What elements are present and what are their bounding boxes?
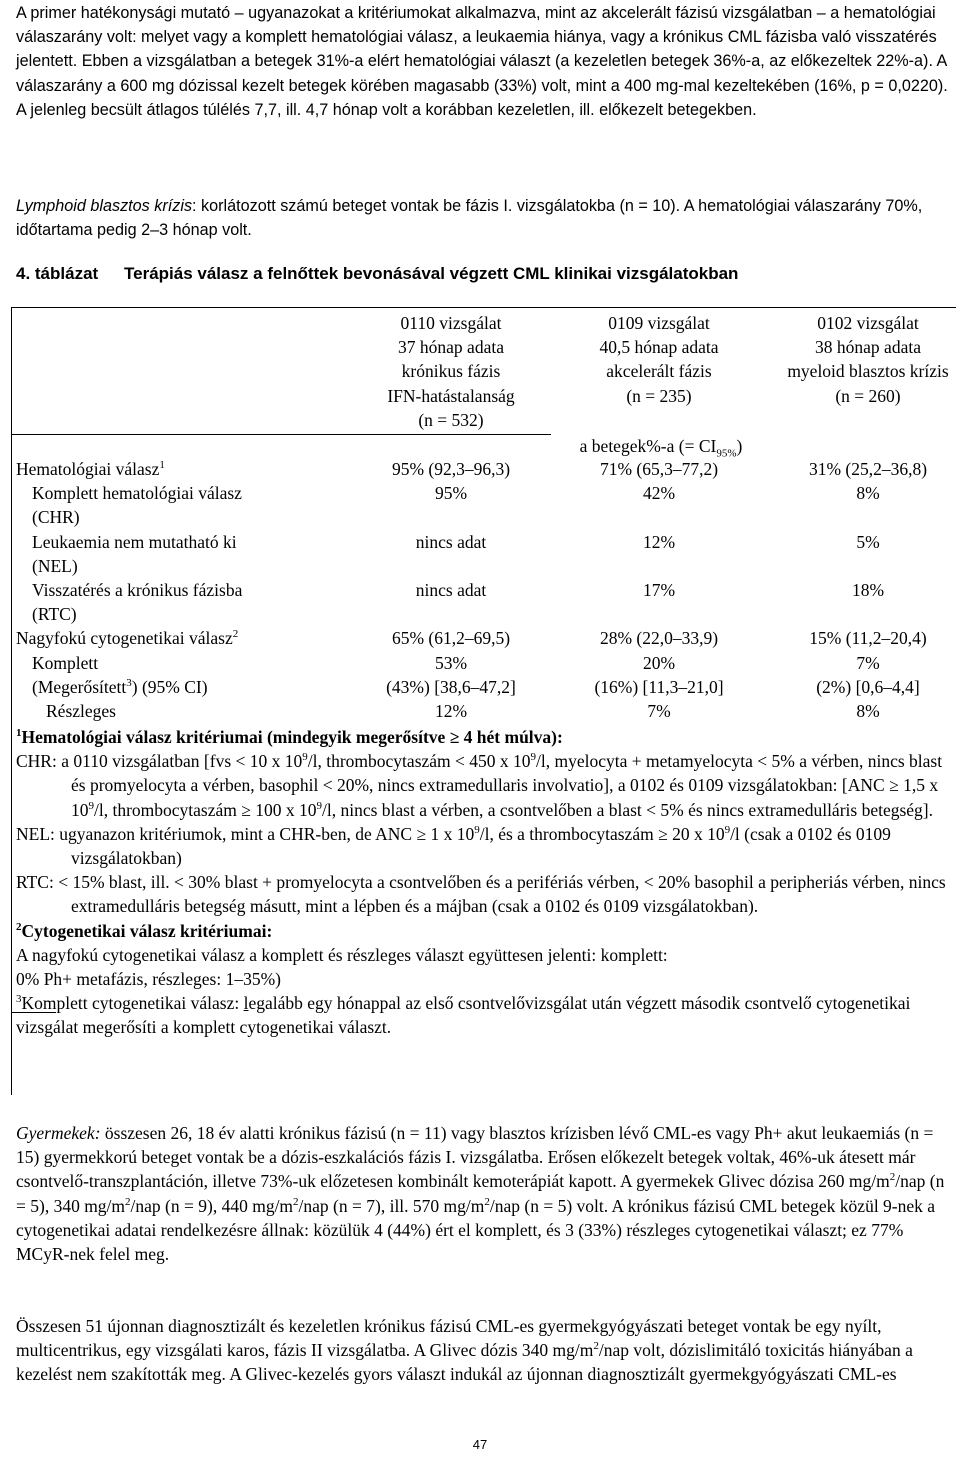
new-cml-paragraph: Összesen 51 újonnan diagnosztizált és kezeletlen krónikus fázisú CML-es gyermekgyógyászati beteget vontak be egy nyílt, multicentrikus, egy vizsgálati karos, fázis II vizsgálatba. A Glivec dózis 340 $mg/m^2$/nap volt, dózislimitáló toxicitás hiányában a kezelést nem szakították meg. A Glivec-kezelés gyors választ indukál az újonnan diagnosztizált gyermekgyógyászati CML-es: [16, 1316, 913, 1385]
header-study-0110: 0110 vizsgálat 37 hónap adata krónikus fázis IFN-hatástalanság (n = 532): [387, 313, 515, 430]
row-label-hematologic: Hematológiai válasz$^1$: [16, 459, 165, 479]
lymphoid-crisis-label: Lymphoid blasztos krízis: [16, 197, 193, 215]
header-study-0102: 0102 vizsgálat 38 hónap adata myeloid blasztos krízis (n = 260): [787, 313, 949, 406]
values-0102: 31% (25,2–36,8) 8% 5% 18% 15% (11,2–20,4) 7% (2%) [0,6–4,4] 8%: [808, 459, 928, 722]
row-label-rtc: Visszatérés a krónikus fázisba (RTC): [32, 580, 243, 625]
table-left-border: [11, 307, 12, 1095]
row-label-cytogenetic: Nagyfokú cytogenetikai válasz$^2$: [16, 628, 239, 649]
children-paragraph: Gyermekek: összesen 26, 18 év alatti krónikus fázisú (n = 11) vagy blasztos krízisben lévő CML-es vagy Ph+ akut leukaemiás (n = 15) gyermekkorú beteget vontak be a dózis-eszkalációs fázis I. vizsgálatba. Erősen előkezelt betegek voltak, 46%-uk átesett már csontvelő-transzplantáción, illetve 73%-uk előzetesen kombinált kemoterápiát kapott. A gyermekek Glivec dózisa 260 $mg/m^2$/nap (n = 5), 340 $mg/m^2$/nap (n = 9), 440 $mg/m^2$/nap (n = 7), ill. 570 $mg/m^2$/nap (n = 5) volt. A krónikus fázisú CML betegek közül 9-nek a cytogenetikai adatai rendelkezésre állnak: közülük 4 (44%) ért el komplett, és 3 (33%) részleges cytogenetikai választ; ez 77% MCyR-nek felel meg.: [16, 1123, 945, 1265]
row-label-partial: Részleges: [46, 701, 116, 722]
table-header-rule: [11, 434, 551, 435]
table-footnotes: [16, 725, 956, 1040]
footnote-2-line-2: 0% Ph+ metafázis, részleges: 1–35%): [16, 969, 281, 990]
table-caption: [16, 262, 956, 286]
footnote-1-title: $^1$Hematológiai válasz kritériumai (mindegyik megerősítve ≥ 4 hét múlva):: [16, 727, 563, 747]
footnote-rtc: RTC: < 15% blast, ill. < 30% blast + promyelocyta a csontvelőben és a perifériás vérben, < 20% basophil a peripheriás vérben, nincs extramedulláris betegség másutt, mint a lépben és a májban (csak a 0102 és 0109 vizsgálatokban).: [16, 872, 946, 917]
row-label-confirmed: (Megerősített$^3$) (95% CI): [32, 676, 208, 697]
footnote-2-line-1: A nagyfokú cytogenetikai válasz a komplett és részleges választ együttesen jelenti: komplett:: [16, 944, 668, 965]
table-number: 4. táblázat: [16, 264, 99, 283]
values-0109: 71% (65,3–77,2) 42% 12% 17% 28% (22,0–33,9) 20% (16%) [11,3–21,0] 7%: [594, 459, 724, 722]
page-number: 47: [472, 1437, 488, 1452]
response-table: [11, 307, 956, 1095]
values-0110: 95% (92,3–96,3) 95% nincs adat nincs adat 65% (61,2–69,5) 53% (43%) [38,6–47,2] 12%: [386, 459, 516, 722]
footnote-3: $^3$Komplett cytogenetikai válasz: legalább egy hónappal az első csontvelővizsgálat után végzett második csontvelő cytogenetikai vizsgálat megerősíti a komplett cytogenetikai választ.: [16, 993, 911, 1038]
footnote-chr: CHR: a 0110 vizsgálatban [fvs < 10 x $10^9/l$, thrombocytaszám < 450 x $10^9/l$, myelocyta + metamyelocyta < 5% a vérben, nincs blast és promyelocyta a vérben, basophil < 20%, nincs extramedullaris involvatio], a 0102 és 0109 vizsgálatokban: [ANC ≥ 1,5 x $10^9/l$, thrombocytaszám ≥ 100 x $10^9/l$, nincs blast a vérben, a csontvelőben a blast < 5% és nincs extramedulláris betegség].: [16, 751, 943, 820]
row-labels: [16, 457, 346, 723]
row-label-chr: Komplett hematológiai válasz (CHR): [32, 483, 242, 528]
footnote-2-title: $^2$Cytogenetikai válasz kritériumai:: [16, 920, 273, 941]
row-label-complete: Komplett: [32, 652, 99, 673]
table-title: Terápiás válasz a felnőttek bevonásával végzett CML klinikai vizsgálatokban: [124, 264, 739, 283]
header-study-0109: 0109 vizsgálat 40,5 hónap adata akcelerált fázis (n = 235): [599, 313, 719, 406]
footnote-nel: NEL: ugyanazon kritériumok, mint a CHR-ben, de ANC ≥ 1 x $10^9/l$, és a thrombocytaszám ≥ 20 x $10^9/l$ (csak a 0102 és 0109 vizsgálatokban): [16, 823, 891, 869]
table-top-border: [11, 307, 956, 308]
intro-paragraph-1: A primer hatékonysági mutató – ugyanazokat a kritériumokat alkalmazva, mint az akcelerált fázisú vizsgálatban – a hematológiai válaszarány volt: melyet vagy a komplett hematológiai válasz, a leukaemia hiánya, vagy a krónikus CML fázisba való visszatérés jelentett. Ebben a vizsgálatban a betegek 31%-a elért hematológiai választ (a kezeletlen betegek 36%-a, az előkezeltek 22%-a). A válaszarány a 600 mg dózissal kezelt betegek körében magasabb (33%) volt, mint a 400 mg-mal kezeltekében (16%, p = 0,0220). A jelenleg becsült átlagos túlélés 7,7, ill. 4,7 hónap volt a korábban kezeletlen, ill. előkezelt betegekben.: [16, 4, 948, 119]
row-label-nel: Leukaemia nem mutatható ki (NEL): [32, 531, 237, 576]
percent-header: a betegek%-a (= $CI_{95\%}$): [579, 436, 743, 460]
intro-paragraph-2: Lymphoid blasztos krízis: korlátozott számú beteget vontak be fázis I. vizsgálatokba (n = 10). A hematológiai válaszarány 70%, időtartama pedig 2–3 hónap volt.: [16, 197, 923, 240]
